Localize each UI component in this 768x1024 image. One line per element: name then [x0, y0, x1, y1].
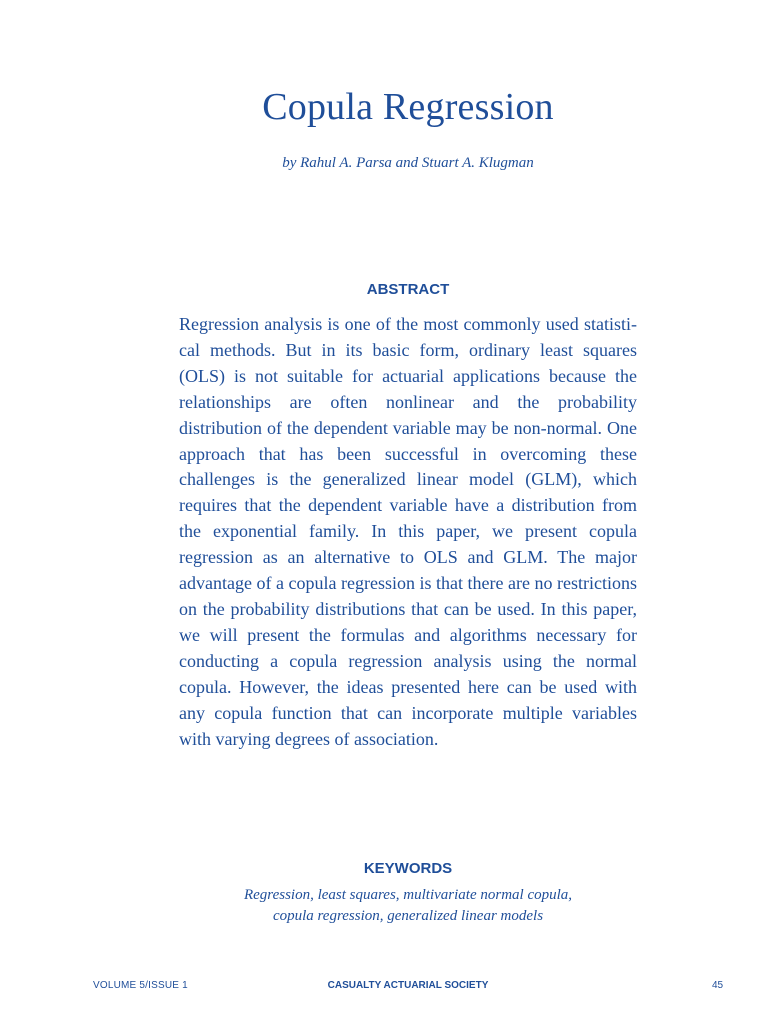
paper-title: Copula Regression [262, 86, 554, 128]
footer-volume-issue: VOLUME 5/ISSUE 1 [93, 980, 188, 991]
keywords-list [0, 885, 768, 927]
keywords-line-1: Regression, least squares, multivariate normal copula, [243, 887, 573, 903]
keywords-line-2: copula regression, generalized linear models [272, 908, 544, 924]
abstract-heading: ABSTRACT [366, 281, 450, 298]
abstract-text: Regression analysis is one of the most commonly used statistical methods. But in its basic form, ordinary least squares (OLS) is not suitable for actuarial applications because the relationships are often nonlinear and the probability distribution of the dependent variable may be non-normal. One approach that has been successful in overcoming these challenges is the generalized linear model (GLM), which requires that the dependent variable have a distribution from the exponential family. In this paper, we present copula regression as an alternative to OLS and GLM. The major advantage of a copula regression is that there are no restrictions on the probability distributions that can be used. In this paper, we will present the formulas and algorithms necessary for conducting a copula regression analysis using the normal copula. However, the ideas presented here can be used with any copula function that can incorporate multiple variables with varying degrees of association. [179, 314, 637, 749]
footer-page-number: 45 [712, 980, 724, 991]
author-byline: by Rahul A. Parsa and Stuart A. Klugman [282, 155, 534, 171]
footer-publisher: CASUALTY ACTUARIAL SOCIETY [327, 980, 489, 991]
keywords-heading: KEYWORDS [363, 860, 453, 877]
